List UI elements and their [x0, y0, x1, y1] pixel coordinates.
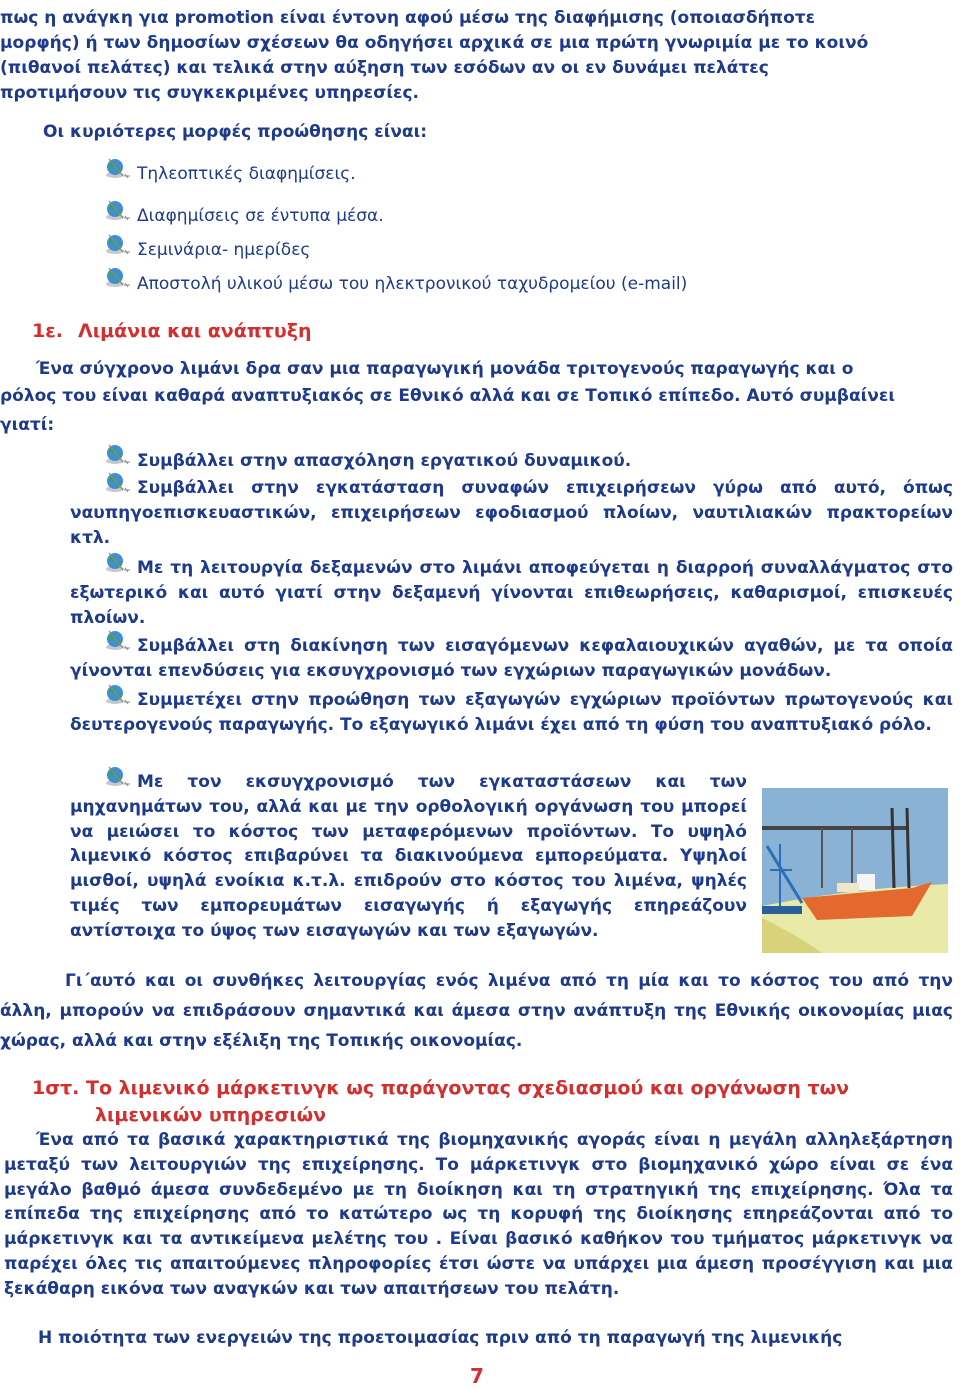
section-1st-number: 1στ. — [32, 1077, 80, 1099]
section-1e-bullet-1: Συμβάλλει στην απασχόληση εργατικού δυναμικού. — [137, 451, 632, 471]
intro-line-1: πως η ανάγκη για promotion είναι έντονη αφού μέσω της διαφήμισης (οποιασδήποτε — [0, 8, 816, 28]
section-1e-bullet-4: Συμβάλλει στη διακίνηση των εισαγόμενων κεφαλαιουχικών αγαθών, με τα οποία γίνονται επενδύσεις για εκσυγχρονισμό των εγχώριων παραγωγικών μονάδων. — [70, 636, 953, 681]
section-1e-para-line-2: ρόλος του είναι καθαρά αναπτυξιακός σε Εθνικό αλλά και σε Τοπικό επίπεδο. Αυτό συμβαίνει — [0, 386, 895, 406]
forms-item-1: Τηλεοπτικές διαφημίσεις. — [137, 164, 356, 184]
forms-item-4: Αποστολή υλικού μέσω του ηλεκτρονικού ταχυδρομείου (e-mail) — [137, 274, 688, 294]
globe-bullet-icon — [103, 265, 131, 289]
section-1st-last-line: Η ποιότητα των ενεργειών της προετοιμασίας πριν από τη παραγωγή της λιμενικής — [38, 1328, 843, 1348]
section-1e-bullet-3: Με τη λειτουργία δεξαμενών στο λιμάνι αποφεύγεται η διαρροή συναλλάγματος στο εξωτερικό και αυτό γιατί στην δεξαμενή γίνονται επιθεωρήσεις, καθαρισμοί, επισκευές πλοίων. — [70, 558, 953, 628]
intro-line-3: (πιθανοί πελάτες) και τελικά στην αύξηση των εσόδων αν οι εν δυνάμει πελάτες — [0, 58, 769, 78]
intro-line-4: προτιμήσουν τις συγκεκριμένες υπηρεσίες. — [0, 83, 419, 103]
forms-item-3: Σεμινάρια- ημερίδες — [137, 240, 311, 260]
section-1e-title: Λιμάνια και ανάπτυξη — [78, 320, 312, 342]
section-1st-title-line-1: Το λιμενικό μάρκετινγκ ως παράγοντας σχεδιασμού και οργάνωση των — [86, 1077, 850, 1099]
section-1st-para: Ένα από τα βασικά χαρακτηριστικά της βιομηχανικής αγοράς είναι η μεγάλη αλληλεξάρτηση μεταξύ των λειτουργιών της επιχείρησης. Το μάρκετινγκ στο βιομηχανικό χώρο είναι σε ένα μεγάλο βαθμό άμεσα συνδεδεμένο με τη διοίκηση και τη στρατηγική της επιχείρησης. Όλα τα επίπεδα της επιχείρησης από το κατώτερο ως τη κορυφή της διοίκησης επηρεάζονται από το μάρκετινγκ και τα αντικείμενα μελέτης του . Είναι βασικό καθήκον του τμήματος μάρκετινγκ να παρέχει όλες τις απαιτούμενες πληροφορίες έτσι ώστε να υπάρχει μια άμεση προσέγγιση και μια ξεκάθαρη εικόνα των αναγκών και των απαιτήσεων του πελάτη. — [4, 1130, 953, 1299]
forms-item-2: Διαφημίσεις σε έντυπα μέσα. — [137, 206, 384, 226]
section-1e-bullet-6: Με τον εκσυγχρονισμό των εγκαταστάσεων και των μηχανημάτων του, αλλά και με την ορθολογική οργάνωση του μπορεί να μειώσει το κόστος των μεταφερόμενων προϊόντων. Το υψηλό λιμενικό κόστος επιβαρύνει τα διακινούμενα εμπορεύματα. Υψηλοί μισθοί, υψηλά ενοίκια κ.τ.λ. επιδρούν στο κόστος του λιμένα, ψηλές τιμές των εμπορευμάτων εισαγωγής ή εξαγωγής επηρεάζουν αντίστοιχα το ύψος των εισαγωγών και των εξαγωγών. — [70, 772, 747, 941]
section-1e-bullet-5: Συμμετέχει στην προώθηση των εξαγωγών εγχώριων προϊόντων πρωτογενούς και δευτερογενούς παραγωγής. Το εξαγωγικό λιμάνι έχει από τη φύση του αναπτυξιακό ρόλο. — [70, 690, 953, 735]
forms-heading: Οι κυριότερες μορφές προώθησης είναι: — [43, 122, 428, 142]
page-number: 7 — [470, 1364, 484, 1388]
globe-bullet-icon — [103, 232, 131, 256]
section-1st-title-line-2: λιμενικών υπηρεσιών — [95, 1104, 327, 1126]
section-1e-para-line-1: Ένα σύγχρονο λιμάνι δρα σαν μια παραγωγική μονάδα τριτογενούς παραγωγής και ο — [36, 359, 854, 379]
globe-bullet-icon — [103, 198, 131, 222]
section-1e-number: 1ε. — [32, 320, 64, 342]
globe-bullet-icon — [103, 156, 131, 180]
section-1e-bullet-2: Συμβάλλει στην εγκατάσταση συναφών επιχειρήσεων γύρω από αυτό, όπως ναυπηγοεπισκευαστικών, επιχειρήσεων εφοδιασμού πλοίων, ναυτιλιακών πρακτορείων κτλ. — [70, 478, 953, 548]
section-1e-para-line-3: γιατί: — [0, 415, 55, 435]
section-1e-closing: Γι΄αυτό και οι συνθήκες λειτουργίας ενός λιμένα από τη μία και το κόστος του από την άλλη, μπορούν να επιδράσουν σημαντικά και άμεσα στην ανάπτυξη της Εθνικής οικονομίας μιας χώρας, αλλά και στην εξέλιξη της Τοπικής οικονομίας. — [0, 971, 953, 1051]
intro-line-2: μορφής) ή των δημοσίων σχέσεων θα οδηγήσει αρχικά σε μια πρώτη γνωριμία με το κοινό — [0, 33, 869, 53]
port-ship-illustration — [762, 788, 948, 953]
globe-bullet-icon — [103, 442, 131, 466]
